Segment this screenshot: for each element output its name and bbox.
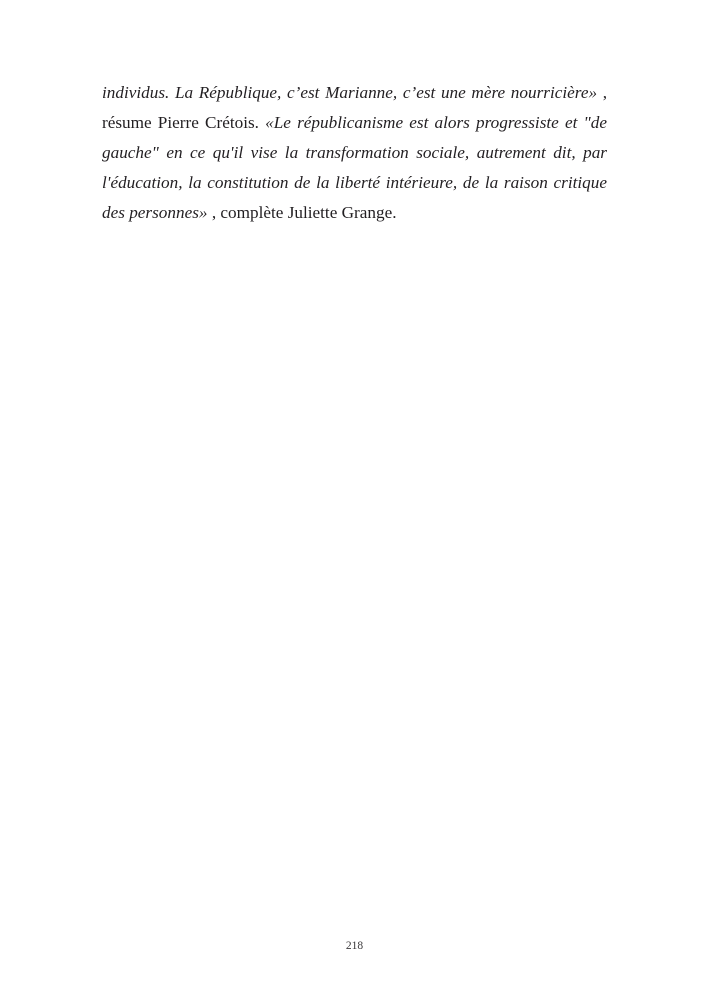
paragraph-segment-upright-1: , résume Pierre Crétois. [102, 83, 607, 132]
body-text-block [102, 78, 607, 228]
paragraph-segment-italic-1: individus. La République, c’est Marianne, c’est une mère nourricière» [102, 83, 598, 102]
paragraph-segment-italic-2: «Le républicanisme est alors progressiste et "de gauche" en ce qu'il vise la transformation sociale, autrement dit, par l'éducation, la constitution de la liberté intérieure, de la raison critique des personnes» [102, 113, 607, 222]
page-number: 218 [345, 940, 364, 952]
paragraph [102, 78, 607, 228]
paragraph-segment-upright-2: , complète Juliette Grange. [207, 203, 397, 222]
